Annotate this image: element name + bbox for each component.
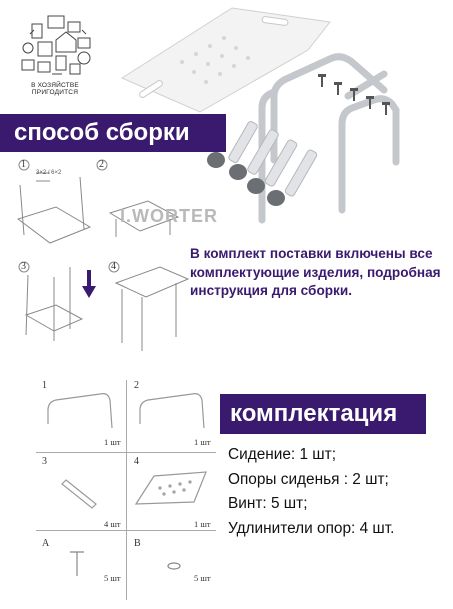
kit-item: Удлинители опор: 4 шт. xyxy=(228,519,395,537)
part-3-extender-drawing xyxy=(62,480,96,508)
kit-banner: комплектация xyxy=(220,394,426,434)
part-4-seat-drawing xyxy=(136,472,206,504)
step-4-drawing xyxy=(109,262,188,351)
part-b-number: B xyxy=(134,538,141,549)
part-4-qty: 1 шт xyxy=(194,519,211,529)
logo-caption: В ХОЗЯЙСТВЕ ПРИГОДИТСЯ xyxy=(31,82,79,96)
part-2-number: 2 xyxy=(134,380,139,391)
part-2-frame-drawing xyxy=(140,394,204,428)
part-2-qty: 1 шт xyxy=(194,437,211,447)
part-4-number: 4 xyxy=(134,456,139,467)
part-b-washer-drawing xyxy=(168,563,180,569)
kit-item: Сидение: 1 шт; xyxy=(228,446,336,463)
part-drawings xyxy=(36,380,216,604)
step-1-number: 1 xyxy=(21,159,26,170)
part-b-qty: 5 шт xyxy=(194,573,211,583)
assembly-steps xyxy=(10,155,190,355)
part-1-frame-drawing xyxy=(48,394,112,428)
kit-item: Винт: 5 шт; xyxy=(228,495,308,512)
step-1-note: 3×2 / 6×2 xyxy=(36,170,62,176)
down-arrow-icon xyxy=(82,270,96,303)
step-4-number: 4 xyxy=(111,261,116,272)
kit-item: Опоры сиденья : 2 шт; xyxy=(228,470,389,488)
kit-list xyxy=(228,443,453,541)
part-1-number: 1 xyxy=(42,380,47,391)
part-3-number: 3 xyxy=(42,456,47,467)
part-a-number: A xyxy=(42,538,50,549)
part-a-qty: 5 шт xyxy=(104,573,121,583)
part-a-screw-drawing xyxy=(70,552,84,576)
step-3-number: 3 xyxy=(21,261,26,272)
step-3-drawing xyxy=(19,262,82,341)
assembly-banner: способ сборки xyxy=(0,114,226,152)
step-2-number: 2 xyxy=(99,159,104,170)
part-3-qty: 4 шт xyxy=(104,519,121,529)
kit-description: В комплект поставки включены все комплектующие изделия, подробная инструкция для сборки. xyxy=(190,246,441,298)
part-1-qty: 1 шт xyxy=(104,437,121,447)
seat-board-image xyxy=(122,8,330,112)
brand-watermark: I.WORTER xyxy=(120,206,218,226)
